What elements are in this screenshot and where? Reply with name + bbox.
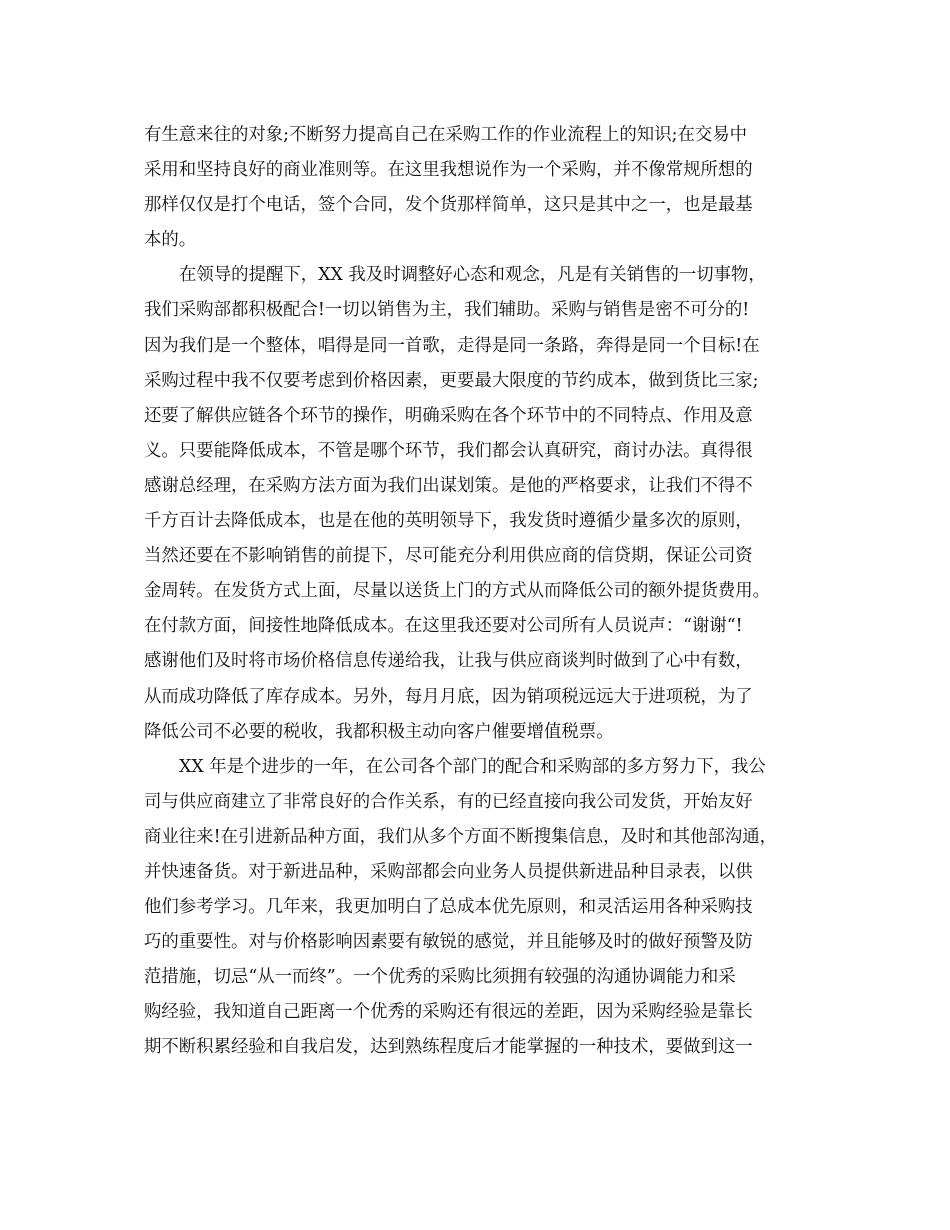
document-body <box>144 118 804 1066</box>
text-line: XX 年是个进步的一年，在公司各个部门的配合和采购部的多方努力下，我公 <box>179 756 766 777</box>
text-line: 并快速备货。对于新进品种，采购部都会向业务人员提供新进品种目录表，以供 <box>144 861 753 882</box>
text-line: 在领导的提醒下，XX 我及时调整好心态和观念，凡是有关销售的一切事物， <box>179 265 766 286</box>
text-line: 因为我们是一个整体，唱得是同一首歌，走得是同一条路，奔得是同一个目标!在 <box>144 335 760 356</box>
text-line: 那样仅仅是打个电话，签个合同，发个货那样简单，这只是其中之一，也是最基 <box>144 195 753 216</box>
text-line: 感谢总经理，在采购方法方面为我们出谋划策。是他的严格要求，让我们不得不 <box>144 475 753 496</box>
text-line: 他们参考学习。几年来，我更加明白了总成本优先原则，和灵活运用各种采购技 <box>144 897 753 918</box>
text-line: 期不断积累经验和自我启发，达到熟练程度后才能掌握的一种技术，要做到这一 <box>144 1037 753 1058</box>
text-line: 采用和坚持良好的商业准则等。在这里我想说作为一个采购，并不像常规所想的 <box>144 160 753 181</box>
text-line: 本的。 <box>144 230 197 251</box>
text-line: 商业往来!在引进新品种方面，我们从多个方面不断搜集信息，及时和其他部沟通， <box>144 826 778 847</box>
text-line: 感谢他们及时将市场价格信息传递给我，让我与供应商谈判时做到了心中有数， <box>144 651 753 672</box>
text-line: 购经验，我知道自己距离一个优秀的采购还有很远的差距，因为采购经验是靠长 <box>144 1002 753 1023</box>
text-line: 千方百计去降低成本，也是在他的英明领导下，我发货时遵循少量多次的原则， <box>144 511 753 532</box>
text-line: 义。只要能降低成本，不管是哪个环节，我们都会认真研究，商讨办法。真得很 <box>144 440 753 461</box>
text-line: 还要了解供应链各个环节的操作，明确采购在各个环节中的不同特点、作用及意 <box>144 405 753 426</box>
text-line: 司与供应商建立了非常良好的合作关系，有的已经直接向我公司发货，开始友好 <box>144 791 753 812</box>
text-line: 金周转。在发货方式上面，尽量以送货上门的方式从而降低公司的额外提货费用。 <box>144 581 771 602</box>
text-line: 有生意来往的对象;不断努力提高自己在采购工作的作业流程上的知识;在交易中 <box>144 125 748 145</box>
text-line: 从而成功降低了库存成本。另外，每月月底，因为销项税远远大于进项税，为了 <box>144 686 753 707</box>
text-line: 我们采购部都积极配合!一切以销售为主，我们辅助。采购与销售是密不可分的! <box>144 300 750 321</box>
text-line: 采购过程中我不仅要考虑到价格因素，更要最大限度的节约成本，做到货比三家; <box>144 370 759 391</box>
text-line: 在付款方面，间接性地降低成本。在这里我还要对公司所有人员说声：“谢谢“! <box>144 616 743 637</box>
text-line: 范措施，切忌“从一而终”。一个优秀的采购比须拥有较强的沟通协调能力和采 <box>144 967 736 988</box>
text-line: 当然还要在不影响销售的前提下，尽可能充分利用供应商的信贷期，保证公司资 <box>144 546 753 567</box>
text-line: 巧的重要性。对与价格影响因素要有敏锐的感觉，并且能够及时的做好预警及防 <box>144 932 753 953</box>
text-line: 降低公司不必要的税收，我都积极主动向客户催要增值税票。 <box>144 721 614 742</box>
